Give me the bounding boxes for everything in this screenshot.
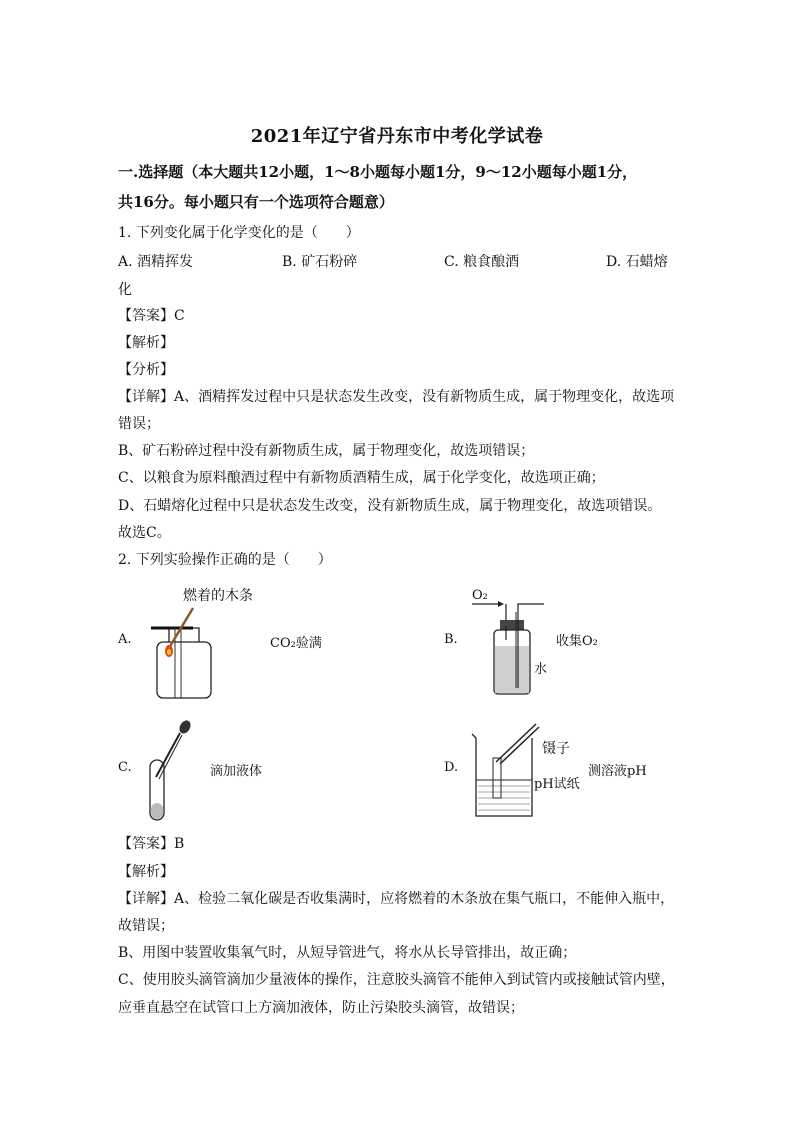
q1-option-d: D. 石蜡熔 (606, 254, 668, 270)
q2-answer: 【答案】B (118, 836, 185, 852)
q2-stem: 2. 下列实验操作正确的是（ ） (118, 552, 332, 568)
q1-answer: 【答案】C (118, 308, 185, 324)
q1-option-b: B. 矿石粉碎 (282, 254, 358, 270)
q2-detail-3: B、用图中装置收集氧气时，从短导管进气，将水从长导管排出，故正确； (118, 945, 577, 961)
figC-caption: 滴加液体 (210, 764, 263, 779)
figD-beaker-diagram (466, 722, 556, 822)
q1-option-d-cont: 化 (118, 282, 132, 298)
q2-analysis-label: 【解析】 (118, 864, 174, 880)
figB-letter: B. (444, 632, 458, 647)
figA-gas-bottle-diagram (145, 608, 225, 700)
figB-caption: 收集O₂ (556, 634, 598, 649)
q1-analysis-label: 【解析】 (118, 335, 174, 351)
q1-detail-3: B、矿石粉碎过程中没有新物质生成，属于物理变化，故选项错误； (118, 443, 535, 459)
q1-fenxi-label: 【分析】 (118, 362, 174, 378)
figB-collection-bottle-diagram (470, 598, 550, 698)
q1-detail-4: C、以粮食为原料酿酒过程中有新物质酒精生成，属于化学变化，故选项正确； (118, 470, 605, 486)
q1-stem: 1. 下列变化属于化学变化的是（ ） (118, 225, 360, 241)
q1-option-c: C. 粮食酿酒 (444, 254, 520, 270)
figD-tweezers-label: 镊子 (542, 741, 570, 757)
q1-detail-1: 【详解】A、酒精挥发过程中只是状态发生改变，没有新物质生成，属于物理变化，故选项 (118, 389, 675, 405)
figC-letter: C. (118, 760, 132, 775)
figC-dropper-tube-diagram (140, 715, 200, 825)
figA-letter: A. (118, 632, 132, 647)
figD-paper-label: pH试纸 (534, 777, 580, 792)
q1-option-a: A. 酒精挥发 (118, 254, 194, 270)
page-title: 2021年辽宁省丹东市中考化学试卷 (250, 126, 544, 147)
figB-gas-label: O₂ (472, 588, 488, 603)
figB-water-label: 水 (534, 662, 548, 677)
section-heading-line2: 共16分。每小题只有一个选项符合题意） (118, 193, 394, 211)
q1-detail-5: D、石蜡熔化过程中只是状态发生改变，没有新物质生成，属于物理变化，故选项错误。 (118, 498, 662, 514)
figA-stick-label: 燃着的木条 (183, 588, 253, 604)
q1-detail-2: 错误； (118, 416, 160, 432)
figD-letter: D. (444, 760, 459, 775)
figD-caption: 测溶液pH (588, 764, 647, 779)
q2-detail-5: 应垂直悬空在试管口上方滴加液体，防止污染胶头滴管，故错误； (118, 1000, 524, 1016)
section-heading-line1: 一.选择题（本大题共12小题，1～8小题每小题1分，9～12小题每小题1分， (118, 163, 638, 181)
figA-caption: CO₂验满 (270, 636, 322, 651)
q2-detail-4: C、使用胶头滴管滴加少量液体的操作，注意胶头滴管不能伸入到试管内或接触试管内壁， (118, 972, 675, 988)
q2-detail-2: 故错误； (118, 918, 174, 934)
q1-detail-6: 故选C。 (118, 525, 171, 541)
q2-detail-1: 【详解】A、检验二氧化碳是否收集满时，应将燃着的木条放在集气瓶口，不能伸入瓶中， (118, 891, 675, 907)
